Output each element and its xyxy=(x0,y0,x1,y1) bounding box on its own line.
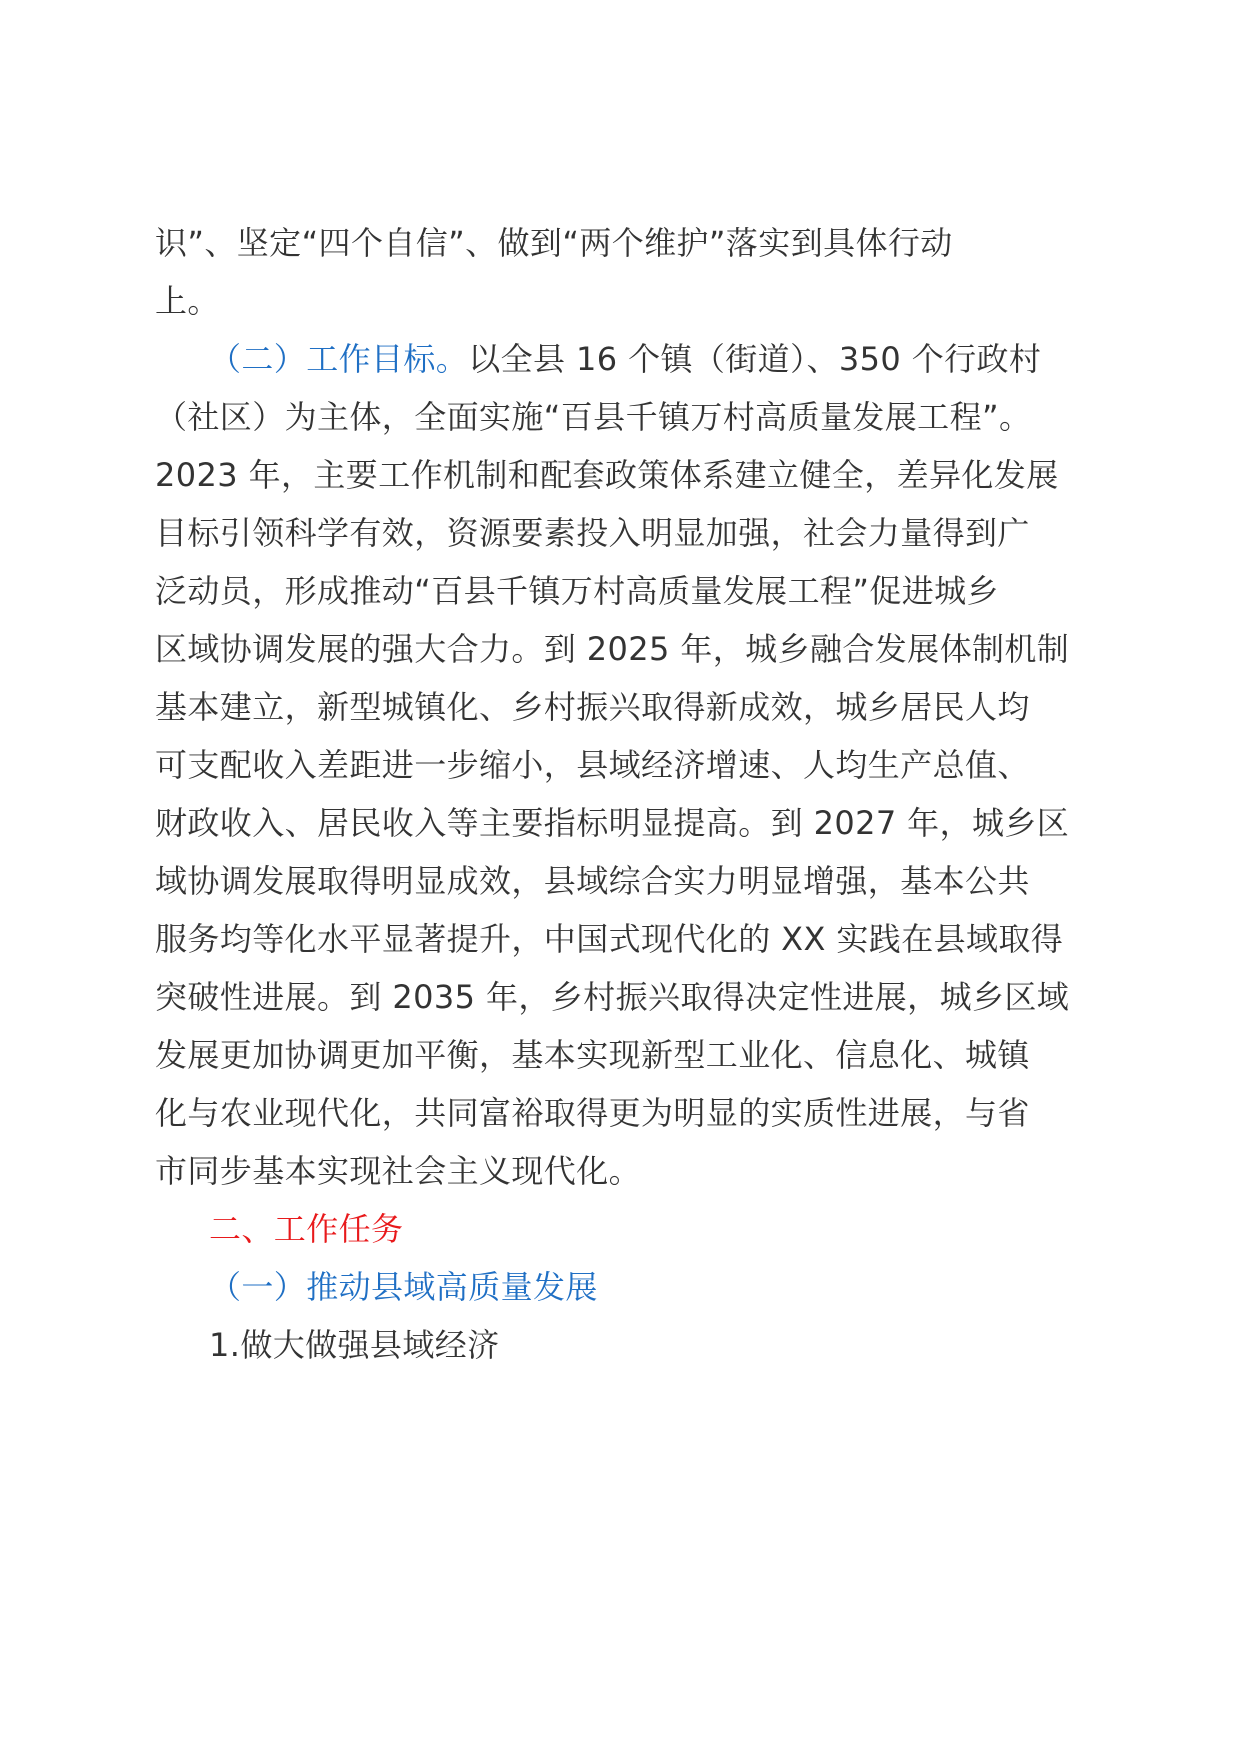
paragraph-line: 域协调发展取得明显成效，县域综合实力明显增强，基本公共 xyxy=(155,862,1030,900)
paragraph-line: 发展更加协调更加平衡，基本实现新型工业化、信息化、城镇 xyxy=(155,1036,1030,1074)
subsection-heading-work-goals: （二）工作目标。 xyxy=(209,340,469,378)
subsection-heading-county-development: （一）推动县域高质量发展 xyxy=(209,1268,598,1306)
paragraph-line: 目标引领科学有效，资源要素投入明显加强，社会力量得到广 xyxy=(155,514,1030,552)
paragraph-line: 泛动员，形成推动“百县千镇万村高质量发展工程”促进城乡 xyxy=(155,572,999,610)
paragraph-line: 基本建立，新型城镇化、乡村振兴取得新成效，城乡居民人均 xyxy=(155,688,1030,726)
paragraph-text: 以全县 16 个镇（街道）、350 个行政村 xyxy=(468,340,1042,378)
paragraph-line: 识”、坚定“四个自信”、做到“两个维护”落实到具体行动 xyxy=(155,224,953,262)
paragraph-line: 2023 年，主要工作机制和配套政策体系建立健全，差异化发展 xyxy=(155,456,1059,494)
paragraph-line: 可支配收入差距进一步缩小，县域经济增速、人均生产总值、 xyxy=(155,746,1030,784)
paragraph-line: （社区）为主体，全面实施“百县千镇万村高质量发展工程”。 xyxy=(155,398,1032,436)
paragraph-line: 上。 xyxy=(155,282,220,320)
section-heading-work-tasks: 二、工作任务 xyxy=(209,1210,404,1248)
paragraph-line: 市同步基本实现社会主义现代化。 xyxy=(155,1152,642,1190)
paragraph-line: 突破性进展。到 2035 年，乡村振兴取得决定性进展，城乡区域 xyxy=(155,978,1070,1016)
list-item-heading: 1.做大做强县域经济 xyxy=(209,1326,500,1364)
paragraph-line: 区域协调发展的强大合力。到 2025 年，城乡融合发展体制机制 xyxy=(155,630,1070,668)
paragraph-line: 化与农业现代化，共同富裕取得更为明显的实质性进展，与省 xyxy=(155,1094,1030,1132)
paragraph-line: 财政收入、居民收入等主要指标明显提高。到 2027 年，城乡区 xyxy=(155,804,1070,842)
paragraph-line xyxy=(209,326,1041,392)
paragraph-line: 服务均等化水平显著提升，中国式现代化的 XX 实践在县域取得 xyxy=(155,920,1064,958)
